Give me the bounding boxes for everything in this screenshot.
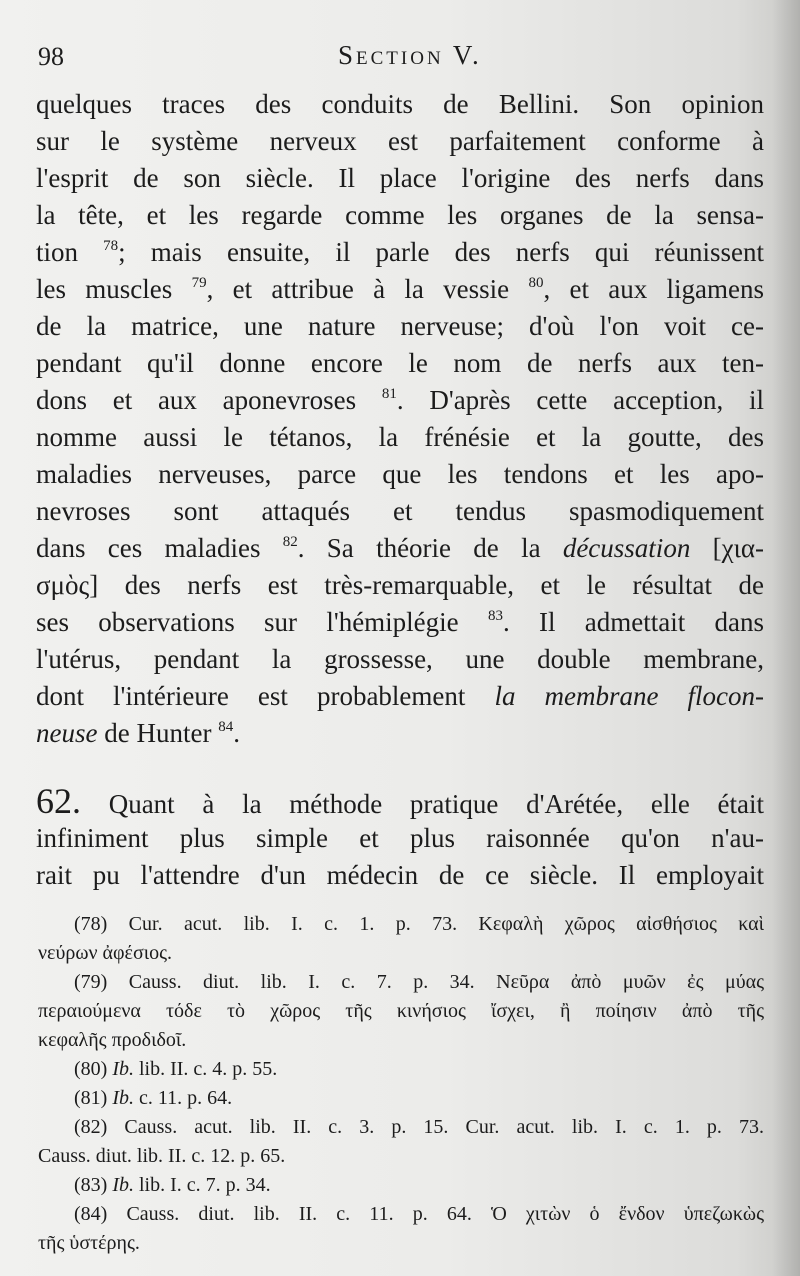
page-number: 98: [38, 42, 64, 71]
text-line: rait pu l'attendre d'un médecin de ce siècle. Il employait: [36, 860, 764, 890]
footnote-ref: 84: [218, 719, 234, 735]
text-line: nevroses sont attaqués et tendus spasmodiquement: [36, 496, 764, 526]
page-edge-shadow: [772, 0, 800, 1276]
text-line: [36, 530, 764, 567]
text-line: de la matrice, une nature nerveuse; d'où l'on voit ce-: [36, 311, 764, 341]
italic-term: neuse: [36, 718, 98, 748]
footnote-ref: 83: [487, 608, 503, 624]
footnote-ref: 80: [528, 275, 544, 291]
footnote-line: [38, 1171, 764, 1200]
text-run: dans ces maladies: [36, 533, 283, 563]
footnote-line: νεύρων ἀφέσιος.: [38, 942, 173, 964]
text-line: quelques traces des conduits de Bellini. Son opinion: [36, 89, 764, 119]
text-line: [36, 604, 764, 641]
text-run: de Hunter: [97, 718, 219, 748]
body-text: [36, 86, 764, 894]
footnote-line: [38, 1055, 764, 1084]
text-run: dont l'intérieure est probablement: [36, 681, 495, 711]
text-line: infiniment plus simple et plus raisonnée qu'on n'au-: [36, 823, 764, 853]
footnote-line: [38, 1084, 764, 1113]
footnote-line: κεφαλῆς προδιδοῖ.: [38, 1029, 187, 1051]
footnote-line: (84) Causs. diut. lib. II. c. 11. p. 64. Ὁ χιτὼν ὁ ἔνδον ὑπεζωκὼς: [74, 1203, 764, 1225]
footnote-ref: 82: [282, 534, 298, 550]
italic-term: la membrane flocon-: [494, 681, 765, 711]
text-run: . D'après cette acception, il: [396, 385, 764, 415]
text-run: [χια-: [690, 533, 764, 563]
text-line: [36, 271, 764, 308]
footnote-line: Causs. diut. lib. II. c. 12. p. 65.: [38, 1145, 286, 1167]
text-line: l'esprit de son siècle. Il place l'origine des nerfs dans: [36, 163, 764, 193]
text-line: [36, 234, 764, 271]
running-head: Section V.: [338, 40, 482, 70]
text-run: dons et aux aponevroses: [36, 385, 382, 415]
text-run: (81): [74, 1087, 113, 1109]
text-run: . Sa théorie de la: [297, 533, 563, 563]
footnote-line: περαιούμενα τόδε τὸ χῶρος τῆς κινήσιος ἴσχει, ἢ ποίησιν ἀπὸ τῆς: [38, 1000, 764, 1022]
text-run: .: [233, 718, 240, 748]
text-run: (80): [74, 1058, 113, 1080]
footnote-line: (79) Causs. diut. lib. I. c. 7. p. 34. Νεῦρα ἀπὸ μυῶν ἐς μύας: [74, 971, 764, 993]
text-run: lib. I. c. 7. p. 34.: [134, 1174, 271, 1196]
text-line: σμὸς] des nerfs est très-remarquable, et le résultat de: [36, 570, 764, 600]
text-run: , et attribue à la vessie: [206, 274, 529, 304]
text-run: ; mais ensuite, il parle des nerfs qui réunissent: [118, 237, 764, 267]
footnote-line: (78) Cur. acut. lib. I. c. 1. p. 73. Κεφαλὴ χῶρος αἰσθήσιος καὶ: [74, 913, 764, 935]
italic-term: Ib.: [112, 1087, 134, 1109]
text-run: ses observations sur l'hémiplégie: [36, 607, 488, 637]
italic-term: décussation: [562, 533, 691, 563]
text-run: c. 11. p. 64.: [134, 1087, 233, 1109]
italic-term: Ib.: [112, 1174, 134, 1196]
text-run: lib. II. c. 4. p. 55.: [134, 1058, 278, 1080]
footnote-ref: 78: [103, 238, 119, 254]
text-line: pendant qu'il donne encore le nom de nerfs aux ten-: [36, 348, 764, 378]
text-line: [36, 715, 764, 752]
italic-term: Ib.: [112, 1058, 134, 1080]
text-line: la tête, et les regarde comme les organes de la sensa-: [36, 200, 764, 230]
text-line: [36, 382, 764, 419]
text-run: . Il admettait dans: [502, 607, 764, 637]
page-header: [38, 38, 770, 78]
text-line: [36, 678, 764, 715]
text-line: [36, 783, 764, 820]
text-line: maladies nerveuses, parce que les tendons et les apo-: [36, 459, 764, 489]
footnote-line: τῆς ὑστέρης.: [38, 1232, 140, 1254]
text-run: les muscles: [36, 274, 192, 304]
footnote-ref: 81: [381, 386, 397, 402]
footnote-ref: 79: [191, 275, 207, 291]
text-run: Quant à la méthode pratique d'Arétée, elle était: [81, 789, 764, 819]
text-run: tion: [36, 237, 104, 267]
text-run: , et aux ligamens: [543, 274, 764, 304]
text-line: nomme aussi le tétanos, la frénésie et la goutte, des: [36, 422, 764, 452]
footnotes: [38, 910, 764, 1258]
footnote-line: (82) Causs. acut. lib. II. c. 3. p. 15. Cur. acut. lib. I. c. 1. p. 73.: [74, 1116, 764, 1138]
paragraph-number: 62.: [36, 781, 81, 821]
text-line: l'utérus, pendant la grossesse, une double membrane,: [36, 644, 764, 674]
text-run: (83): [74, 1174, 113, 1196]
text-line: sur le système nerveux est parfaitement conforme à: [36, 126, 764, 156]
